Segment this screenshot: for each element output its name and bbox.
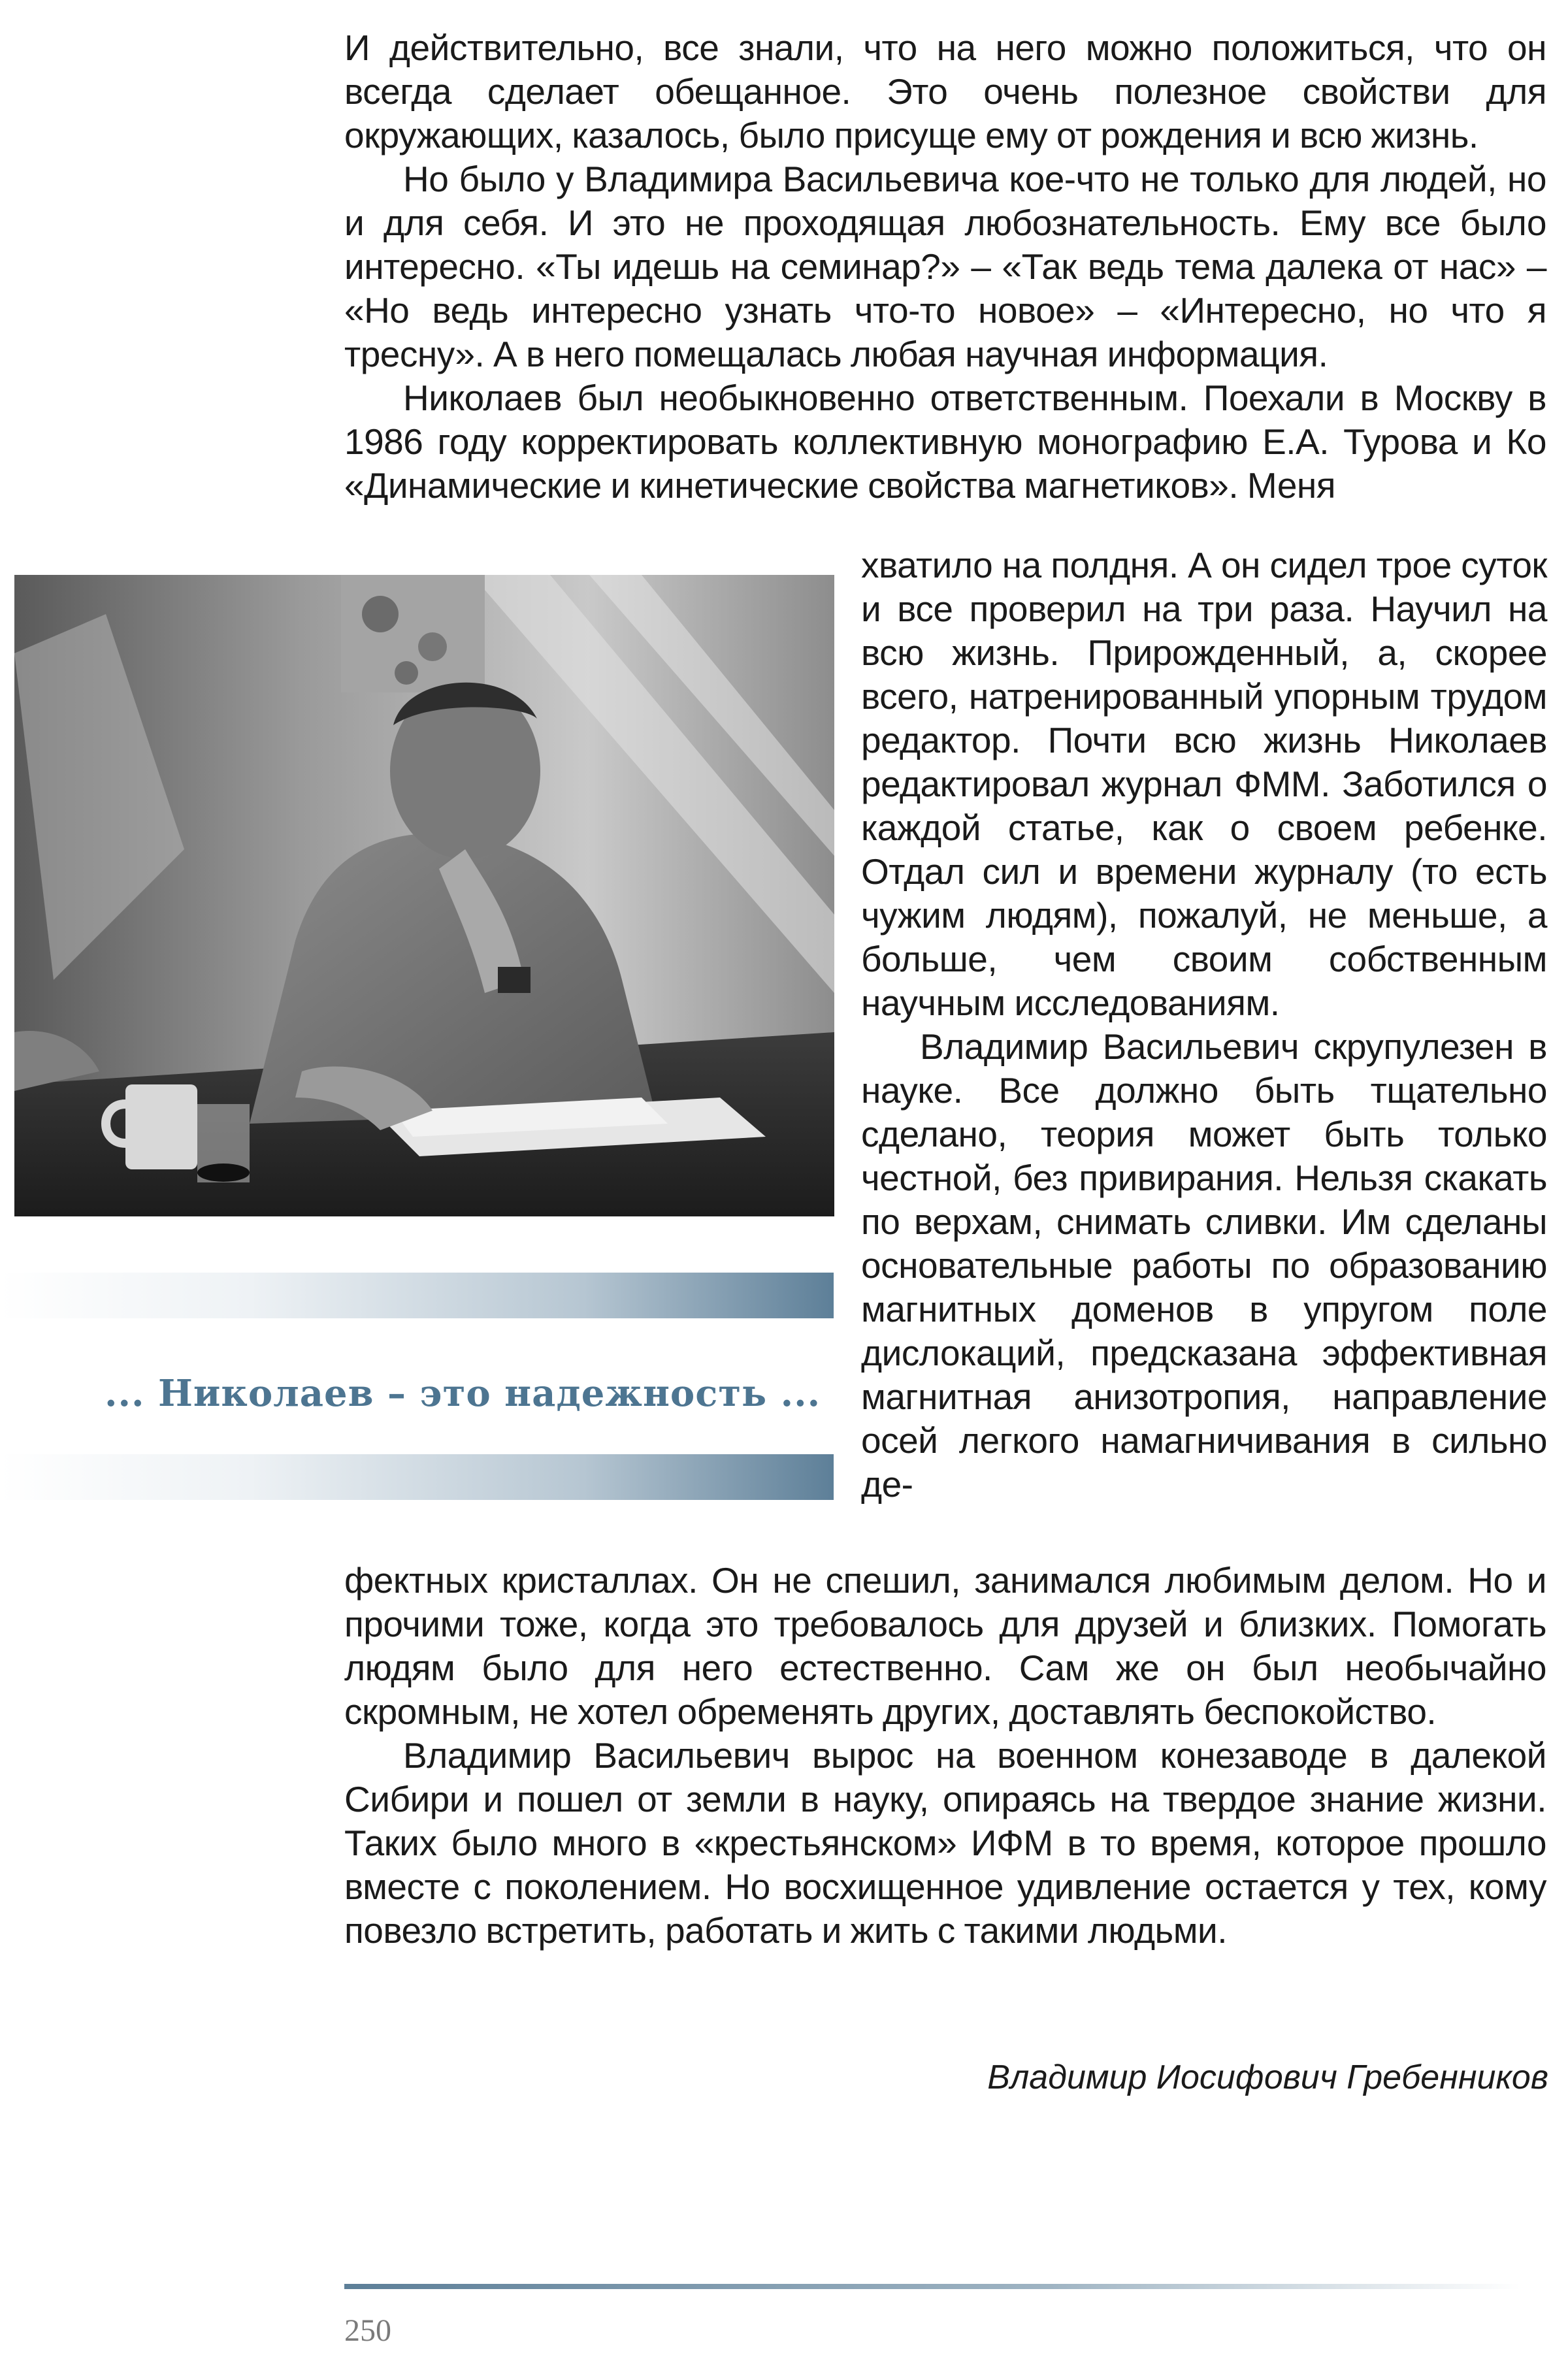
paragraph: Николаев был необыкновенно ответственным. Поехали в Москву в 1986 году корректировать коллективную монографию Е.А. Турова и Ко «Динамические и кинетические свойства магнетиков». Меня <box>344 378 1546 506</box>
decorative-band-bottom <box>0 1454 834 1500</box>
page-number: 250 <box>344 2313 391 2348</box>
paragraph: Но было у Владимира Васильевича кое-что не только для людей, но и для себя. И это не проходящая любознательность. Ему все было интересно. «Ты идешь на семинар?» – «Так ведь тема далека от нас» – «Но ведь интересно узнать что-то новое» – «Интересно, но что я тресну». А в него помещалась любая научная информация. <box>344 159 1546 374</box>
paragraph: И действительно, все знали, что на него можно положиться, что он всегда сделает обещанное. Это очень полезное свойстви для окружающих, казалось, было присуще ему от рождения и всю жизнь. <box>344 27 1546 155</box>
paragraph: Владимир Васильевич скрупулезен в науке. Все должно быть тщательно сделано, теория может быть только честной, без привирания. Нельзя скакать по верхам, снимать сливки. Им сделаны основательные работы по образованию магнитных доменов в упругом поле дислокаций, предсказана эффективная магнитная анизотропия, направление осей легкого намагничивания в сильно де- <box>861 1026 1547 1505</box>
portrait-photo <box>14 575 834 1216</box>
paragraph: фектных кристаллах. Он не спешил, занимался любимым делом. Но и прочими тоже, когда это требовалось для друзей и близких. Помогать людям было для него естественно. Сам же он был необычайно скромным, не хотел обременять других, доставлять беспокойство. <box>344 1560 1546 1732</box>
author-signature: Владимир Иосифович Гребенников <box>987 2058 1548 2096</box>
footer-rule <box>344 2284 1520 2289</box>
article-top-text <box>344 26 1546 508</box>
article-bottom-text <box>344 1559 1546 1953</box>
paragraph: хватило на полдня. А он сидел трое суток и все проверил на три раза. Научил на всю жизнь. Прирожденный, а, скорее всего, натренированный упорным трудом редактор. Почти всю жизнь Николаев редактировал журнал ФММ. Заботился о каждой статье, как о своем ребенке. Отдал сил и времени журналу (то есть чужим людям), пожалуй, не меньше, а больше, чем своим собственным научным исследованиям. <box>861 545 1547 1023</box>
decorative-band-top <box>0 1273 834 1318</box>
pull-quote: ... Николаев – это надежность ... <box>105 1372 821 1415</box>
article-right-text <box>861 544 1547 1506</box>
paragraph: Владимир Васильевич вырос на военном конезаводе в далекой Сибири и пошел от земли в науку, опираясь на твердое знание жизни. Таких было много в «крестьянском» ИФМ в то время, которое прошло вместе с поколением. Но восхищенное удивление остается у тех, кому повезло встретить, работать и жить с такими людьми. <box>344 1735 1546 1951</box>
